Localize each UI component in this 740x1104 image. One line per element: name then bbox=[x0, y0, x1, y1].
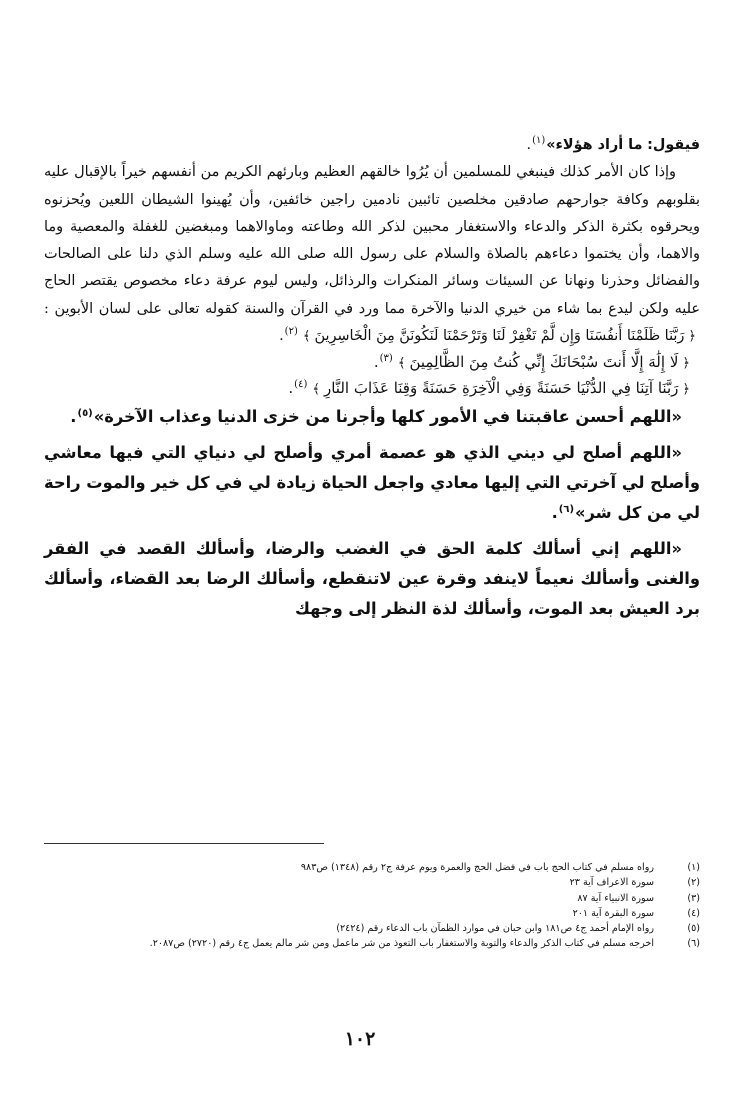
footnote-number: (٦) bbox=[687, 938, 700, 950]
footnote-number: (٣) bbox=[687, 892, 700, 904]
footnote-text: رواه مسلم في كتاب الحج باب في فضل الحج والعمرة ويوم عرفة ج٢ رقم (١٣٤٨) ص٩٨٣ bbox=[300, 862, 654, 873]
dua-3-text: «اللهم إني أسألك كلمة الحق في الغضب والرضا، وأسألك القصد في الفقر والغنى وأسألك نعيماً لاينفد وقرة عين لاتنقطع، وأسألك الرضا بعد القضاء، وأسألك برد العيش بعد الموت، وأسألك لذة النظر إلى وجهك bbox=[44, 539, 700, 619]
quran-bracket-open: ﴿ bbox=[688, 329, 696, 345]
main-paragraph-text: وإذا كان الأمر كذلك فينبغي للمسلمين أن يُرُوا خالقهم العظيم وبارئهم الكريم من أنفسهم خيراً بالإقبال عليه بقلوبهم وكافة جوارحهم صادقين مخلصين تائبين نادمين راجين خائفين، وأن يُهينوا الشيطان اللعين ويُحزنوه ويحرقوه بكثرة الذكر والدعاء والاستغفار محبين لذكر الله وطاعته وماوالاهما ومبغضين للغفلة والمعصية وما والاهما، وأن يختموا دعاءهم بالصلاة والسلام على رسول الله صلى الله عليه وسلم الذي دلنا على الصالحات والفضائل وحذرنا ونهانا عن السيئات وسائر المنكرات والرذائل، وليس ليوم عرفة دعاء مخصوص يقتصر الحاج عليه ولكن ليدع بما شاء من خيري الدنيا والآخرة مما ورد في القرآن والسنة كقوله تعالى على لسان الأبوين : bbox=[44, 164, 700, 317]
dua-block bbox=[44, 402, 700, 624]
verse-3-period: . bbox=[288, 379, 294, 398]
verse-2-line bbox=[44, 350, 700, 376]
dua-2-period: . bbox=[551, 503, 558, 523]
footnote-3 bbox=[44, 891, 700, 906]
footnote-text: اخرجه مسلم في كتاب الذكر والدعاء والتوبة والاستغفار باب التعوذ من شر ماعمل ومن شر مالم يعمل ج٤ رقم (٢٧٢٠) ص٢٠٨٧. bbox=[149, 938, 654, 950]
footnote-number: (٥) bbox=[687, 923, 700, 935]
footnote-text: سورة الانبياء آية ٨٧ bbox=[577, 892, 654, 904]
dua-1 bbox=[44, 402, 700, 432]
verse-2-text: لَا إِلَٰهَ إِلَّا أَنتَ سُبْحَانَكَ إِنِّي كُنتُ مِنَ الظَّالِمِينَ bbox=[409, 353, 679, 372]
verse-1-text: رَبَّنَا ظَلَمْنَا أَنفُسَنَا وَإِن لَّمْ تَغْفِرْ لَنَا وَتَرْحَمْنَا لَنَكُونَنَّ مِنَ الْخَاسِرِينَ bbox=[314, 328, 685, 345]
dua-2-text: «اللهم أصلح لي ديني الذي هو عصمة أمري وأصلح لي دنياي التي فيها معاشي وأصلح لي آخرتي التي إليها معادي واجعل الحياة زيادة لي في كل خير والموت راحة لي من كل شر» bbox=[44, 443, 700, 523]
footnote-ref-5[interactable]: (٥) bbox=[77, 407, 93, 419]
footnote-5 bbox=[44, 921, 700, 936]
footnote-1 bbox=[44, 860, 700, 875]
quran-bracket-open: ﴿ bbox=[682, 382, 690, 398]
quran-bracket-close: ﴾ bbox=[397, 356, 406, 372]
footnote-text: رواه الإمام أحمد ج٤ ص١٨١ وابن حبان في موارد الظمآن باب الدعاء رقم (٢٤٢٤) bbox=[336, 923, 654, 935]
footnote-ref-6[interactable]: (٦) bbox=[558, 503, 575, 515]
lead-quote: ما أراد هؤلاء» bbox=[546, 137, 643, 153]
lead-period: . bbox=[526, 137, 532, 153]
quran-bracket-close: ﴾ bbox=[312, 382, 320, 398]
dua-1-period: . bbox=[70, 407, 77, 427]
footnote-2 bbox=[44, 875, 700, 890]
verse-1-period: . bbox=[279, 328, 284, 345]
footnote-number: (١) bbox=[687, 862, 700, 873]
dua-2 bbox=[44, 438, 700, 528]
verse-3-line bbox=[44, 376, 700, 402]
verse-2-period: . bbox=[373, 353, 379, 372]
verse-3-text: رَبَّنَا آتِنَا فِي الدُّنْيَا حَسَنَةً وَفِي الْآخِرَةِ حَسَنَةً وَقِنَا عَذَابَ النَّارِ bbox=[323, 379, 679, 398]
footnote-6 bbox=[44, 936, 700, 951]
footnote-ref-2[interactable]: (٢) bbox=[284, 326, 298, 338]
footnote-text: سورة البقرة آية ٢٠١ bbox=[572, 907, 654, 919]
footnote-text: سورة الاعراف آية ٢٣ bbox=[569, 877, 654, 889]
body-text bbox=[44, 132, 700, 350]
footnote-separator bbox=[44, 843, 324, 844]
footnote-ref-1[interactable]: (١) bbox=[532, 135, 546, 147]
footnote-number: (٤) bbox=[687, 907, 700, 919]
lead-paragraph bbox=[44, 132, 700, 159]
lead-word: فيقول: bbox=[647, 137, 700, 153]
footnote-ref-4[interactable]: (٤) bbox=[294, 379, 308, 391]
footnote-ref-3[interactable]: (٣) bbox=[379, 353, 393, 365]
page-number: ١٠٢ bbox=[344, 1028, 376, 1050]
page bbox=[44, 132, 700, 1062]
quran-bracket-close: ﴾ bbox=[302, 329, 311, 345]
dua-1-text: «اللهم أحسن عاقبتنا في الأمور كلها وأجرنا من خزى الدنيا وعذاب الآخرة» bbox=[93, 407, 682, 427]
footnote-4 bbox=[44, 906, 700, 921]
footnote-number: (٢) bbox=[687, 877, 700, 889]
quran-bracket-open: ﴿ bbox=[682, 356, 690, 372]
main-paragraph bbox=[44, 159, 700, 350]
footnotes bbox=[44, 860, 700, 952]
dua-3 bbox=[44, 534, 700, 624]
